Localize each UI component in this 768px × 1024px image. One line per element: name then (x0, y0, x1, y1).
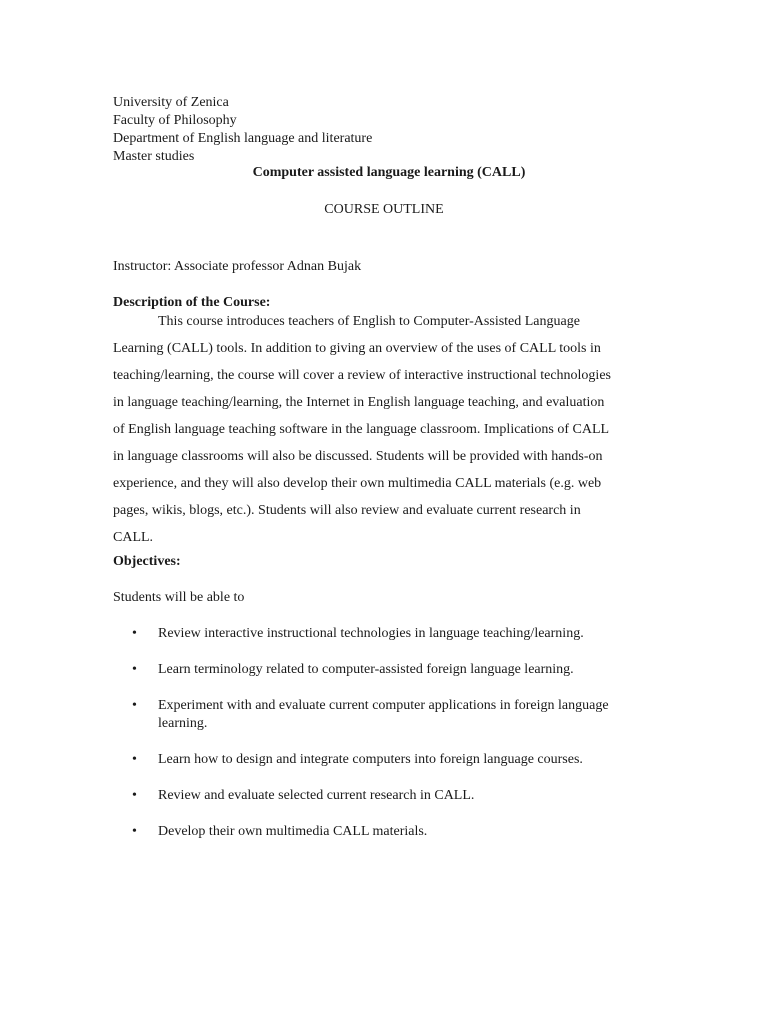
bullet-icon: • (132, 788, 137, 803)
bullet-icon: • (132, 824, 137, 839)
instructor-line: Instructor: Associate professor Adnan Bujak (113, 259, 362, 274)
objective-text: Review and evaluate selected current research in CALL. (158, 788, 475, 803)
objective-text: Experiment with and evaluate current computer applications in foreign language learning. (158, 698, 609, 731)
bullet-icon: • (132, 752, 137, 767)
objective-item (113, 625, 653, 643)
objective-item (113, 697, 653, 733)
bullet-icon: • (132, 626, 137, 641)
description-line: in language classrooms will also be discussed. Students will be provided with hands-on (113, 449, 603, 464)
institution-header (113, 94, 372, 166)
description-line: Learning (CALL) tools. In addition to giving an overview of the uses of CALL tools in (113, 341, 601, 356)
objectives-heading: Objectives: (113, 554, 181, 569)
department-name: Department of English language and literature (113, 131, 373, 146)
description-line: of English language teaching software in the language classroom. Implications of CALL (113, 422, 610, 437)
objective-text: Learn how to design and integrate computers into foreign language courses. (158, 752, 583, 767)
objective-item (113, 661, 653, 679)
bullet-icon: • (132, 698, 137, 713)
description-line: teaching/learning, the course will cover a review of interactive instructional technologies (113, 368, 611, 383)
study-level: Master studies (113, 149, 195, 164)
university-name: University of Zenica (113, 95, 229, 110)
description-line: This course introduces teachers of English to Computer-Assisted Language (158, 314, 580, 329)
faculty-name: Faculty of Philosophy (113, 113, 237, 128)
objective-item (113, 823, 653, 841)
objective-item (113, 751, 653, 769)
description-line: CALL. (113, 530, 154, 545)
objective-item (113, 787, 653, 805)
description-line: in language teaching/learning, the Internet in English language teaching, and evaluation (113, 395, 605, 410)
objective-text: Review interactive instructional technologies in language teaching/learning. (158, 626, 584, 641)
objectives-intro: Students will be able to (113, 590, 245, 605)
bullet-icon: • (132, 662, 137, 677)
objectives-list (113, 625, 653, 859)
objective-text: Learn terminology related to computer-assisted foreign language learning. (158, 662, 574, 677)
description-line: pages, wikis, blogs, etc.). Students will also review and evaluate current research in (113, 503, 581, 518)
course-title: Computer assisted language learning (CALL) (252, 165, 526, 180)
outline-title: COURSE OUTLINE (324, 202, 444, 217)
description-paragraph (113, 308, 633, 551)
description-line: experience, and they will also develop their own multimedia CALL materials (e.g. web (113, 476, 602, 491)
objective-text: Develop their own multimedia CALL materials. (158, 824, 428, 839)
description-heading: Description of the Course: (113, 295, 271, 310)
